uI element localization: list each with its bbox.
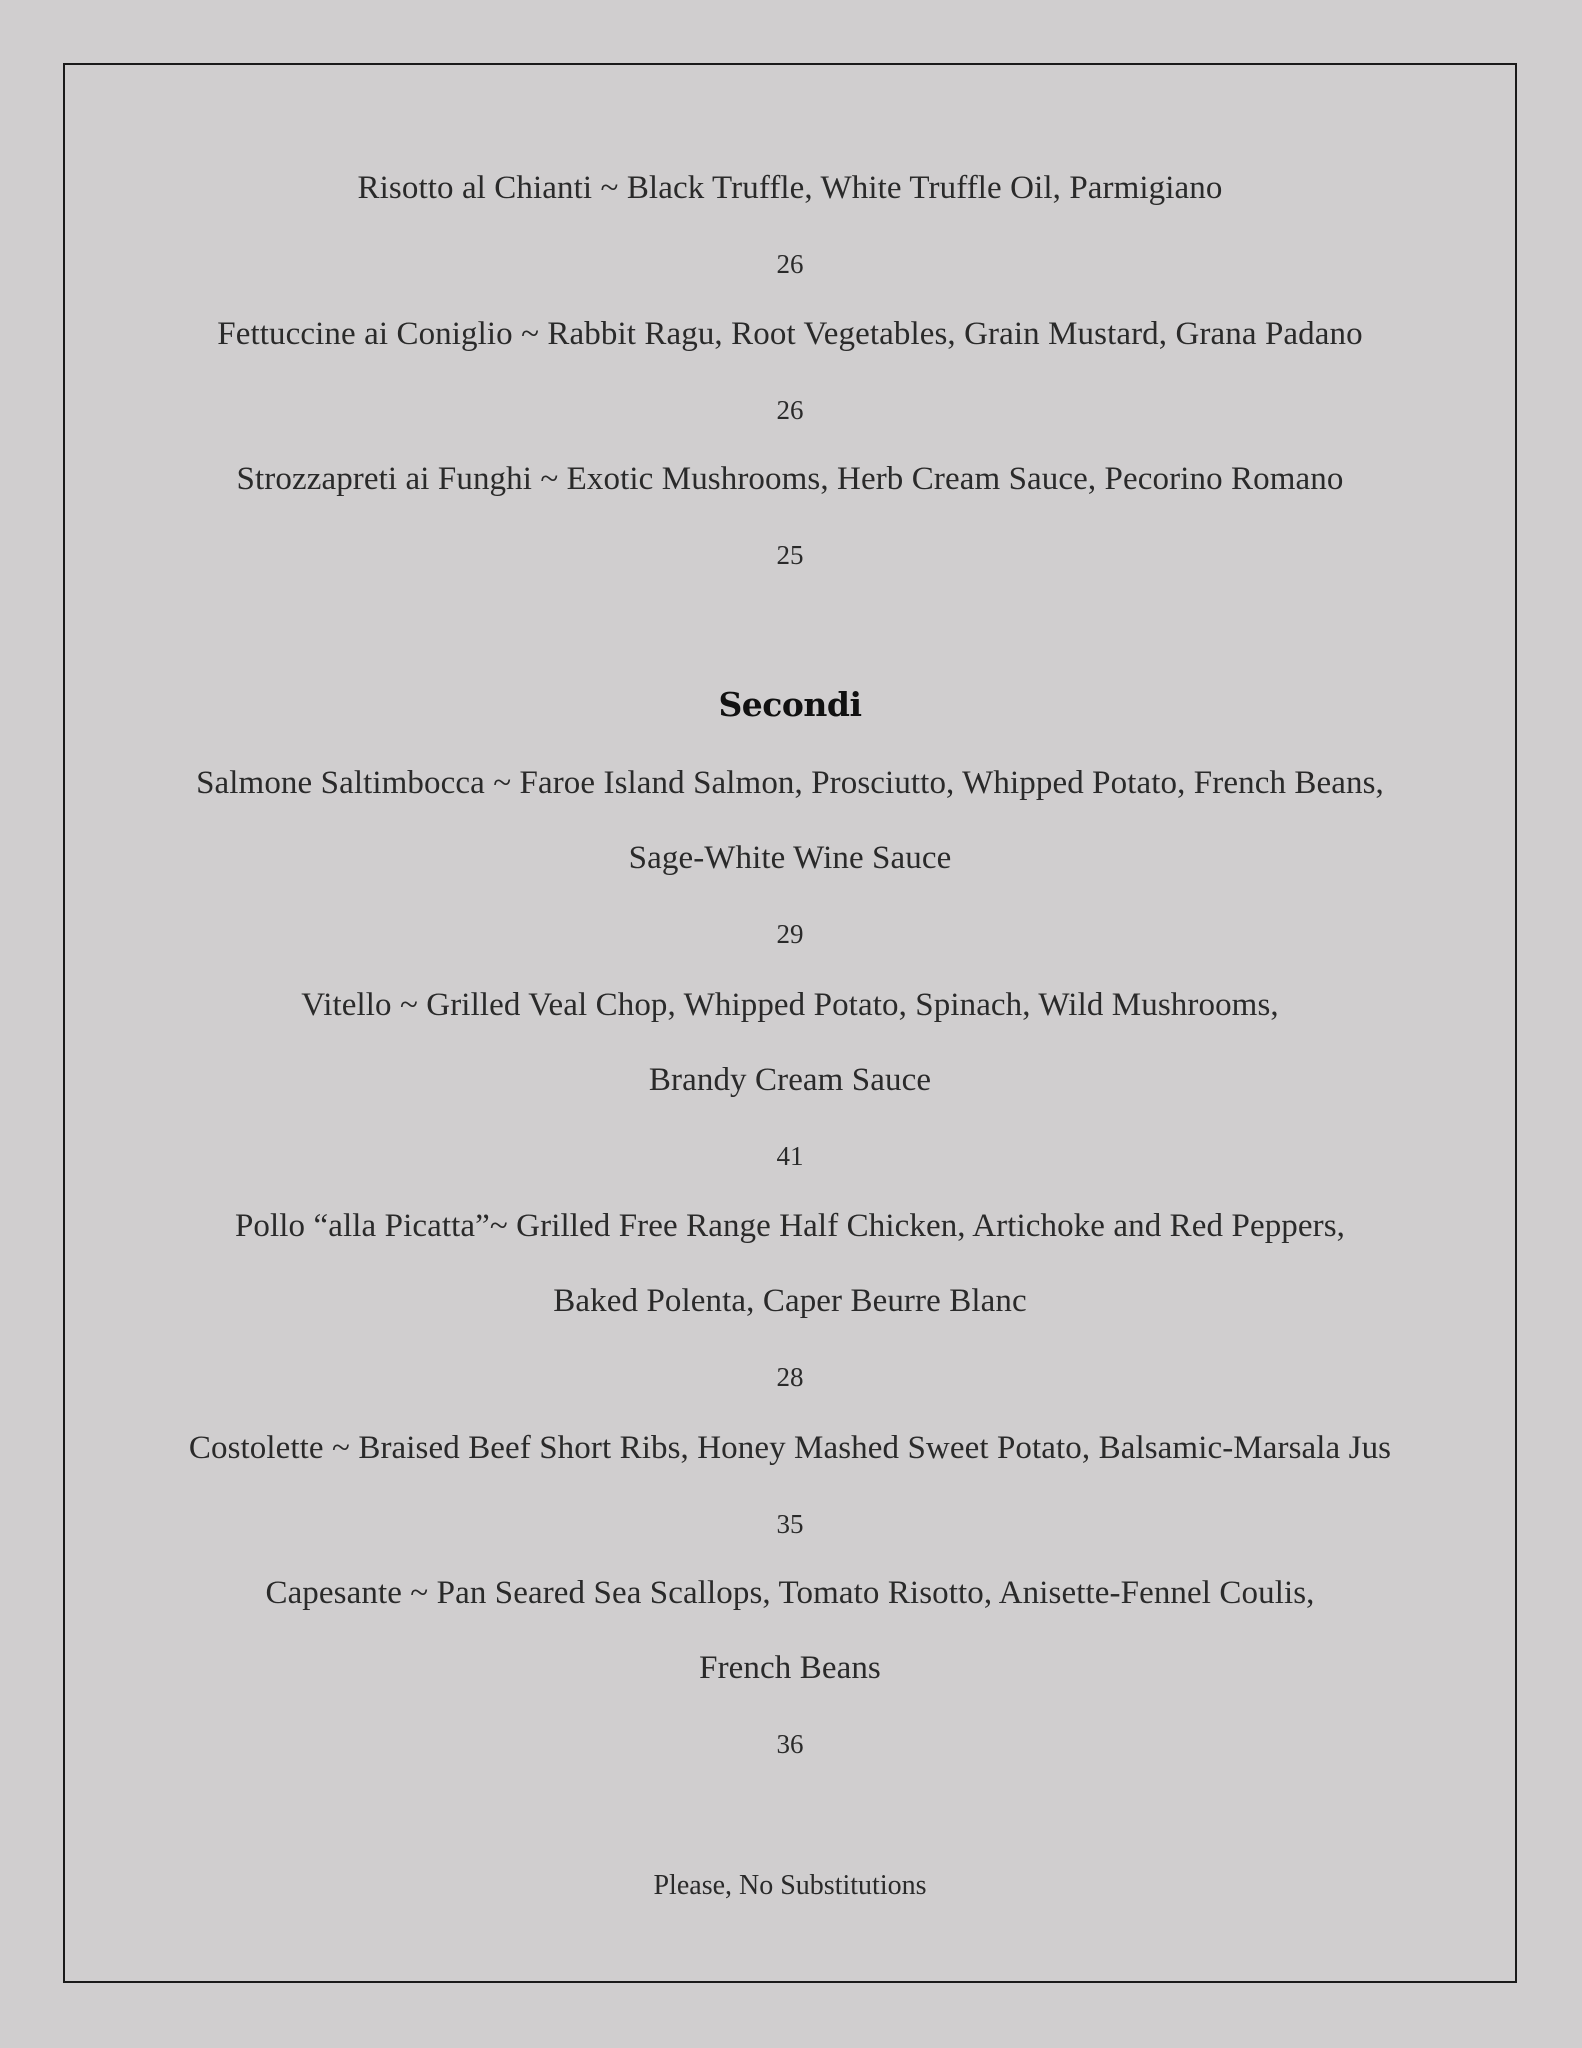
menu-item-fettuccine: Fettuccine ai Coniglio ~ Rabbit Ragu, Root Vegetables, Grain Mustard, Grana Padano	[217, 316, 1363, 352]
menu-item-risotto: Risotto al Chianti ~ Black Truffle, White Truffle Oil, Parmigiano	[357, 170, 1223, 206]
menu-item-salmone-line1: Salmone Saltimbocca ~ Faroe Island Salmon, Prosciutto, Whipped Potato, French Beans,	[196, 765, 1384, 801]
menu-item-pollo-line2: Baked Polenta, Caper Beurre Blanc	[553, 1283, 1027, 1319]
price-strozzapreti: 25	[776, 540, 804, 570]
section-heading-secondi: Secondi	[718, 685, 862, 724]
price-vitello: 41	[776, 1141, 804, 1171]
price-pollo: 28	[776, 1362, 804, 1392]
menu-item-vitello-line1: Vitello ~ Grilled Veal Chop, Whipped Potato, Spinach, Wild Mushrooms,	[301, 987, 1279, 1023]
footer-note: Please, No Substitutions	[653, 1870, 927, 1901]
menu-item-salmone-line2: Sage-White Wine Sauce	[628, 840, 952, 876]
price-costolette: 35	[776, 1509, 804, 1539]
menu-frame	[63, 63, 1517, 1983]
menu-item-strozzapreti: Strozzapreti ai Funghi ~ Exotic Mushrooms, Herb Cream Sauce, Pecorino Romano	[236, 461, 1344, 497]
price-fettuccine: 26	[776, 395, 804, 425]
price-risotto: 26	[776, 249, 804, 279]
menu-item-costolette: Costolette ~ Braised Beef Short Ribs, Honey Mashed Sweet Potato, Balsamic-Marsala Jus	[188, 1430, 1392, 1466]
price-salmone: 29	[776, 919, 804, 949]
menu-item-vitello-line2: Brandy Cream Sauce	[648, 1062, 932, 1098]
menu-item-capesante-line2: French Beans	[699, 1650, 881, 1686]
menu-item-pollo-line1: Pollo “alla Picatta”~ Grilled Free Range Half Chicken, Artichoke and Red Peppers,	[234, 1208, 1346, 1244]
menu-item-capesante-line1: Capesante ~ Pan Seared Sea Scallops, Tomato Risotto, Anisette-Fennel Coulis,	[265, 1575, 1315, 1611]
price-capesante: 36	[776, 1729, 804, 1759]
